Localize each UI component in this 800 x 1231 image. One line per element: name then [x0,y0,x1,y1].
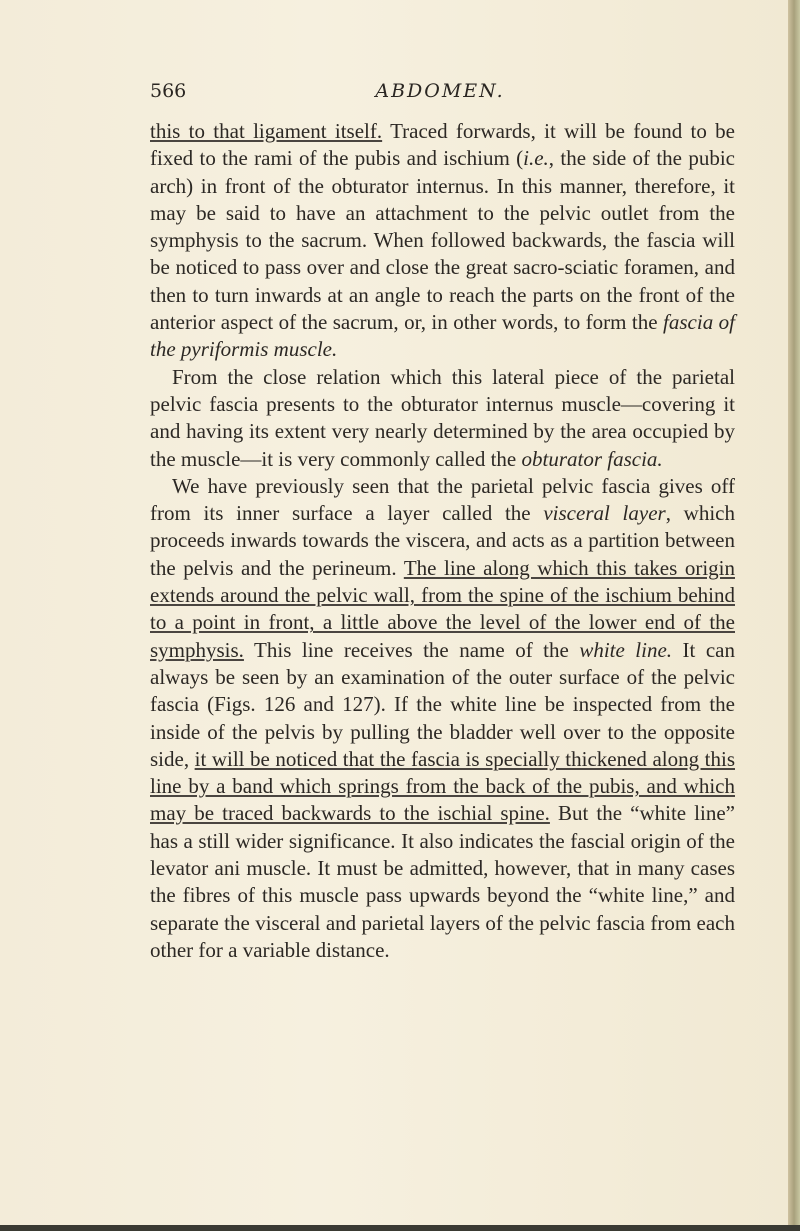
text-span: , the side of the pubic arch) in front of the obturator internus. In this manner, therefore, it may be said to have an attachment to the pelvic outlet from the symphysis to the sacrum. When followed backwards, the fascia will be noticed to pass over and close the great sacro-sciatic foramen, and then to turn inwards at an angle to reach the parts on the front of the anterior aspect of the sacrum, or, in other words, to form the [150,146,735,335]
bottom-edge [0,1225,800,1231]
underlined-text: it will be noticed that the fascia is specially thickened along this line by a band which springs from the back of the pubis, and which may be traced backwards to the ischial spine. [150,746,735,826]
text-span: This line receives the name of the [243,637,580,662]
paragraph [150,364,735,473]
text-span: , which proceeds inwards towards the viscera, and acts as a partition between the pelvis and the perineum. [150,501,736,580]
italic-text: fascia of the pyriformis muscle. [150,310,735,362]
running-title: ABDOMEN. [375,80,505,102]
text-span: But the “white line” has a still wider significance. It also indicates the fascial origin of the levator ani muscle. It must be admitted, however, that in many cases the fibres of this muscle pass upwards beyond the “white line,” and separate the visceral and parietal layers of the pelvic fascia from each other for a variable distance. [150,801,735,962]
italic-text: visceral layer [543,501,666,526]
text-span: From the close relation which this lateral piece of the parietal pelvic fascia presents to the obturator internus muscle—covering it and having its extent very nearly determined by the area occupied by the muscle—it is very commonly called the [150,364,735,471]
paragraph [150,118,735,364]
text-span: Traced forwards, it will be found to be fixed to the rami of the pubis and ischium ( [150,119,735,171]
text-span: We have previously seen that the parietal pelvic fascia gives off from its inner surface a layer called the [150,473,735,526]
text-span: It can always be seen by an examination of the outer surface of the pelvic fascia (Figs. 126 and 127). If the white line be inspected from the inside of the pelvis by pulling the bladder well over to the opposite side, [150,637,735,771]
italic-text: i.e. [523,146,549,171]
underlined-text: this to that ligament itself. [150,119,383,143]
page-edge [788,0,800,1231]
body-text [150,118,735,964]
page-header [150,80,730,108]
underlined-text: The line along which this takes origin extends around the pelvic wall, from the spine of the ischium behind to a point in front, a little above the level of the lower end of the symphysis. [150,555,735,662]
page-number: 566 [150,80,187,102]
paragraph [150,473,735,964]
italic-text: white line. [579,637,673,662]
italic-text: obturator fascia. [521,446,663,471]
